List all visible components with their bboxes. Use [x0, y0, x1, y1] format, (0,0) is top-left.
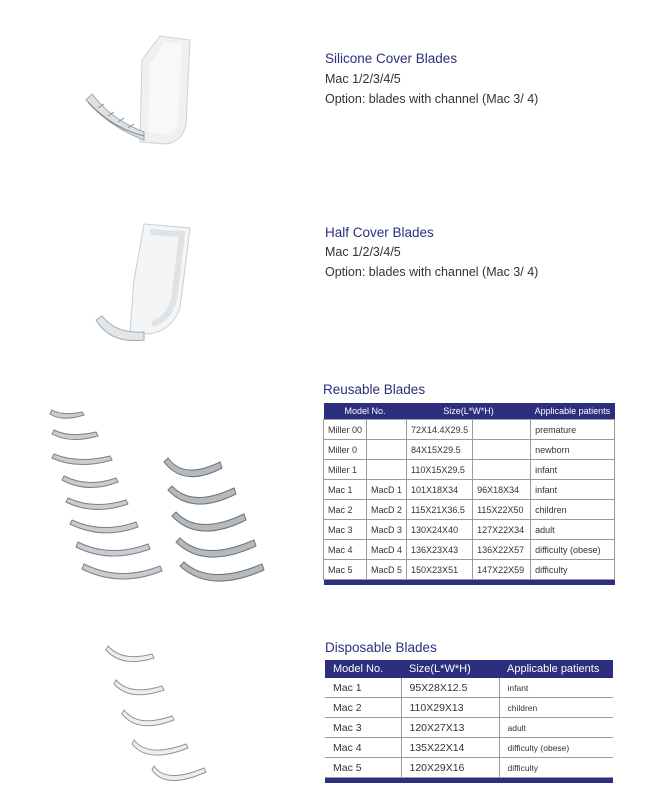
table-row — [324, 480, 615, 500]
half-sizes: Mac 1/2/3/4/5 — [325, 245, 401, 259]
size-d: 127X22X34 — [473, 520, 531, 540]
patient: infant — [531, 480, 615, 500]
model: Mac 3 — [324, 520, 367, 540]
model: Mac 3 — [325, 718, 401, 738]
patient: infant — [499, 678, 613, 698]
size: 84X15X29.5 — [407, 440, 473, 460]
patient: adult — [499, 718, 613, 738]
table-row — [324, 420, 615, 440]
disposable-blades-image — [104, 640, 214, 790]
reusable-header-model: Model No. — [324, 403, 407, 420]
silicone-sizes: Mac 1/2/3/4/5 — [325, 72, 401, 86]
patient: infant — [531, 460, 615, 480]
silicone-title: Silicone Cover Blades — [325, 51, 458, 66]
table-row — [325, 758, 613, 778]
size: 101X18X34 — [407, 480, 473, 500]
model-d: MacD 3 — [367, 520, 407, 540]
model-d: MacD 4 — [367, 540, 407, 560]
disposable-header-patients: Applicable patients — [499, 660, 613, 678]
size-d — [473, 420, 531, 440]
size: 136X23X43 — [407, 540, 473, 560]
model: Mac 1 — [324, 480, 367, 500]
model-d: MacD 1 — [367, 480, 407, 500]
reusable-blades-image — [44, 402, 274, 587]
patient: difficulty — [531, 560, 615, 580]
model-d — [367, 420, 407, 440]
model: Mac 1 — [325, 678, 401, 698]
model-d — [367, 460, 407, 480]
table-row — [325, 738, 613, 758]
size: 120X29X16 — [401, 758, 499, 778]
model: Mac 5 — [325, 758, 401, 778]
model: Mac 2 — [324, 500, 367, 520]
disposable-table — [325, 660, 613, 783]
model: Mac 2 — [325, 698, 401, 718]
reusable-title: Reusable Blades — [323, 382, 426, 397]
table-row — [325, 718, 613, 738]
silicone-cover-blade-image — [78, 30, 208, 155]
size: 95X28X12.5 — [401, 678, 499, 698]
model: Mac 4 — [324, 540, 367, 560]
table-row — [324, 540, 615, 560]
model: Mac 4 — [325, 738, 401, 758]
reusable-header-size: Size(L*W*H) — [407, 403, 531, 420]
silicone-option: Option: blades with channel (Mac 3/ 4) — [325, 92, 539, 106]
size: 135X22X14 — [401, 738, 499, 758]
size-d: 136X22X57 — [473, 540, 531, 560]
patient: adult — [531, 520, 615, 540]
size-d — [473, 440, 531, 460]
size-d: 96X18X34 — [473, 480, 531, 500]
table-row — [324, 460, 615, 480]
size: 130X24X40 — [407, 520, 473, 540]
half-cover-blade-image — [90, 220, 200, 350]
patient: children — [499, 698, 613, 718]
table-row — [324, 440, 615, 460]
size: 110X29X13 — [401, 698, 499, 718]
table-footer-bar — [325, 778, 613, 784]
model-d — [367, 440, 407, 460]
model: Miller 1 — [324, 460, 367, 480]
table-row — [324, 560, 615, 580]
size: 72X14.4X29.5 — [407, 420, 473, 440]
table-row — [324, 520, 615, 540]
reusable-table — [323, 403, 615, 585]
reusable-header-patients: Applicable patients — [531, 403, 615, 420]
size: 150X23X51 — [407, 560, 473, 580]
size-d: 115X22X50 — [473, 500, 531, 520]
model: Miller 0 — [324, 440, 367, 460]
half-title: Half Cover Blades — [325, 225, 434, 240]
patient: difficulty — [499, 758, 613, 778]
patient: newborn — [531, 440, 615, 460]
size-d: 147X22X59 — [473, 560, 531, 580]
table-row — [325, 698, 613, 718]
size: 115X21X36.5 — [407, 500, 473, 520]
patient: children — [531, 500, 615, 520]
patient: difficulty (obese) — [531, 540, 615, 560]
patient: difficulty (obese) — [499, 738, 613, 758]
model-d: MacD 5 — [367, 560, 407, 580]
model-d: MacD 2 — [367, 500, 407, 520]
model: Mac 5 — [324, 560, 367, 580]
disposable-header-size: Size(L*W*H) — [401, 660, 499, 678]
table-row — [324, 500, 615, 520]
table-footer-bar — [324, 580, 615, 586]
patient: premature — [531, 420, 615, 440]
size: 120X27X13 — [401, 718, 499, 738]
size-d — [473, 460, 531, 480]
disposable-header-model: Model No. — [325, 660, 401, 678]
half-option: Option: blades with channel (Mac 3/ 4) — [325, 265, 539, 279]
size: 110X15X29.5 — [407, 460, 473, 480]
disposable-title: Disposable Blades — [325, 640, 437, 655]
table-row — [325, 678, 613, 698]
model: Miller 00 — [324, 420, 367, 440]
